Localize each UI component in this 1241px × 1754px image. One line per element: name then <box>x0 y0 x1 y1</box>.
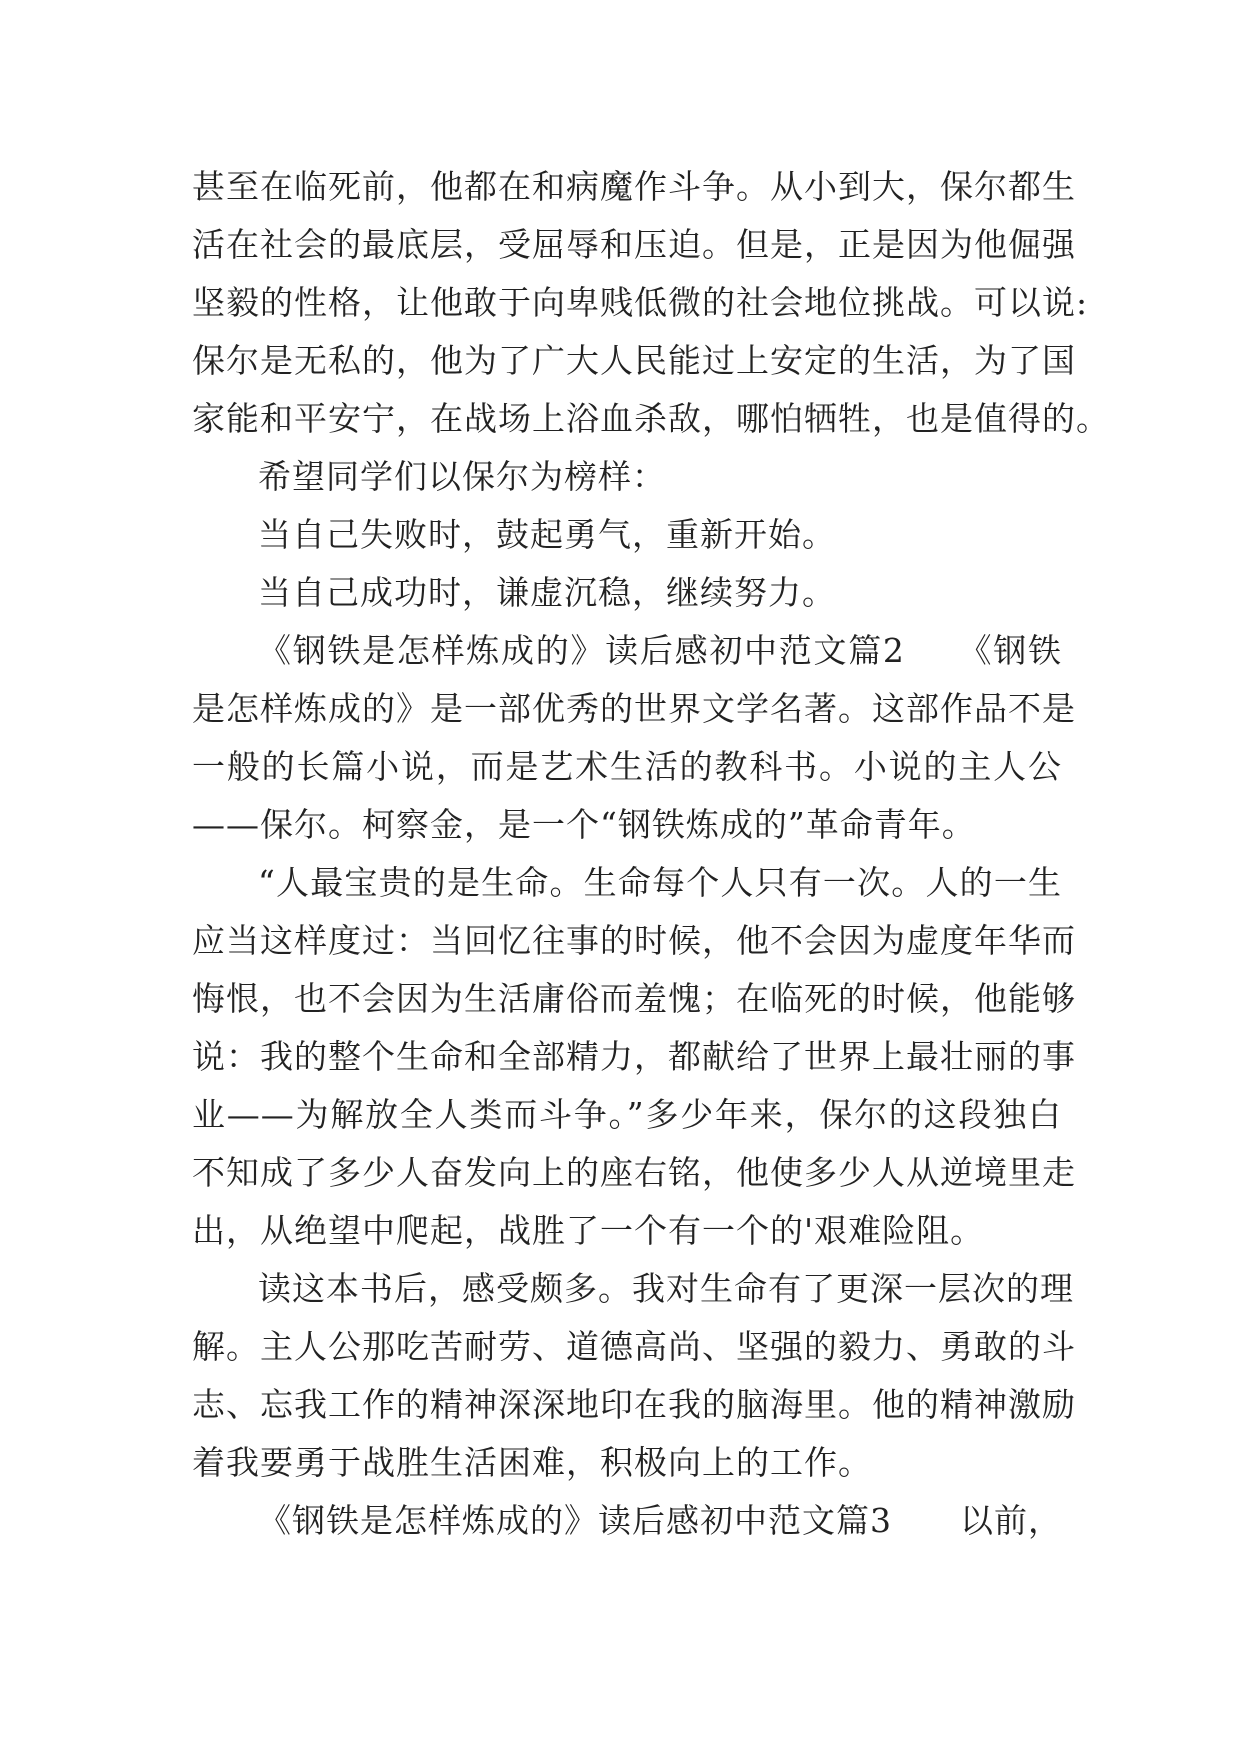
section-heading-line: 《钢铁是怎样炼成的》读后感初中范文篇2 《钢铁 <box>258 631 1062 670</box>
text-line: 家能和平安宁，在战场上浴血杀敌，哪怕牺牲，也是值得的。 <box>192 399 1110 438</box>
text-line: ——保尔。柯察金，是一个“钢铁炼成的”革命青年。 <box>192 805 976 844</box>
text-line: 悔恨，也不会因为生活庸俗而羞愧；在临死的时候，他能够 <box>192 979 1076 1018</box>
section-heading-line: 《钢铁是怎样炼成的》读后感初中范文篇3 以前， <box>258 1501 1062 1540</box>
text-line: 保尔是无私的，他为了广大人民能过上安定的生活，为了国 <box>192 341 1076 380</box>
text-line: 志、忘我工作的精神深深地印在我的脑海里。他的精神激励 <box>192 1385 1076 1424</box>
text-line: 出，从绝望中爬起，战胜了一个有一个的'艰难险阻。 <box>192 1211 985 1250</box>
text-line: “人最宝贵的是生命。生命每个人只有一次。人的一生 <box>258 863 1062 902</box>
text-line: 着我要勇于战胜生活困难，积极向上的工作。 <box>192 1443 872 1482</box>
text-line: 一般的长篇小说，而是艺术生活的教科书。小说的主人公 <box>192 747 1062 786</box>
text-line: 当自己失败时，鼓起勇气，重新开始。 <box>258 515 836 554</box>
text-line: 不知成了多少人奋发向上的座右铭，他使多少人从逆境里走 <box>192 1153 1076 1192</box>
text-line: 应当这样度过：当回忆往事的时候，他不会因为虚度年华而 <box>192 921 1076 960</box>
text-line: 希望同学们以保尔为榜样： <box>258 457 666 496</box>
text-line: 读这本书后，感受颇多。我对生命有了更深一层次的理 <box>258 1269 1074 1308</box>
text-line: 活在社会的最底层，受屈辱和压迫。但是，正是因为他倔强 <box>192 225 1076 264</box>
text-line: 甚至在临死前，他都在和病魔作斗争。从小到大，保尔都生 <box>192 167 1076 206</box>
document-body <box>192 158 1110 1550</box>
text-line: 业——为解放全人类而斗争。”多少年来，保尔的这段独白 <box>192 1095 1062 1134</box>
text-line: 是怎样炼成的》是一部优秀的世界文学名著。这部作品不是 <box>192 689 1076 728</box>
text-line: 当自己成功时，谦虚沉稳，继续努力。 <box>258 573 836 612</box>
text-line: 解。主人公那吃苦耐劳、道德高尚、坚强的毅力、勇敢的斗 <box>192 1327 1076 1366</box>
text-line: 说：我的整个生命和全部精力，都献给了世界上最壮丽的事 <box>192 1037 1076 1076</box>
text-line: 坚毅的性格，让他敢于向卑贱低微的社会地位挑战。可以说: <box>192 283 1089 322</box>
